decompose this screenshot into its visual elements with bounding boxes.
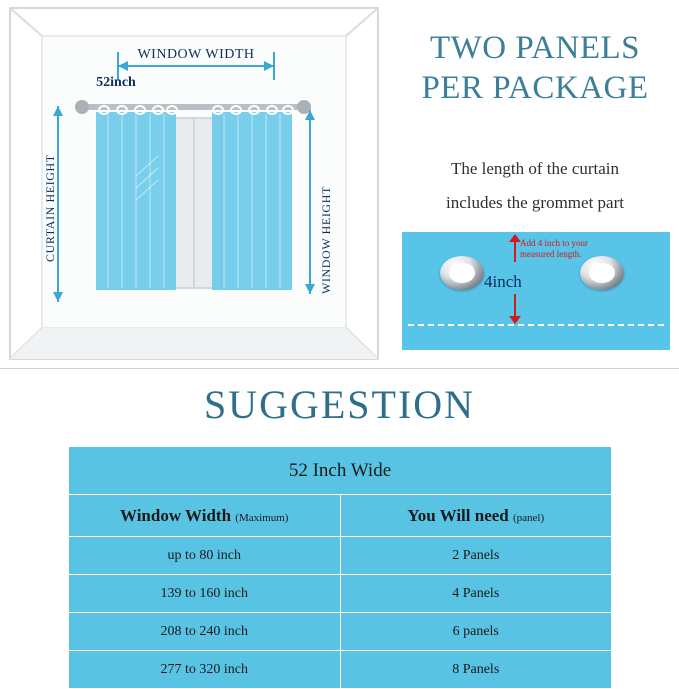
grommet-icon <box>580 256 624 290</box>
grommet-hole <box>589 263 615 283</box>
add-inch-note <box>520 238 650 260</box>
headline-line-1: TWO PANELS <box>429 30 641 66</box>
cell-panels-needed: 2 Panels <box>340 537 612 575</box>
table-row <box>69 537 612 575</box>
cell-window-width: 277 to 320 inch <box>69 651 341 689</box>
cell-window-width: up to 80 inch <box>69 537 341 575</box>
header-sub-text: (panel) <box>513 511 545 524</box>
svg-text:52inch: 52inch <box>96 75 136 90</box>
table-header-panels-needed <box>340 495 612 537</box>
header-main-text: You Will need <box>407 505 513 525</box>
dashed-measure-line <box>408 324 664 326</box>
suggestion-table <box>68 446 612 689</box>
grommet-hole <box>449 263 475 283</box>
cell-window-width: 208 to 240 inch <box>69 613 341 651</box>
cell-panels-needed: 6 panels <box>340 613 612 651</box>
arrow-down-shaft <box>514 294 516 318</box>
headline-line-2: PER PACKAGE <box>421 70 649 106</box>
header-sub-text: (Maximum) <box>235 511 289 524</box>
cell-window-width: 139 to 160 inch <box>69 575 341 613</box>
table-row <box>69 613 612 651</box>
subtext-block <box>392 152 678 220</box>
cell-panels-needed: 4 Panels <box>340 575 612 613</box>
section-divider <box>0 368 679 369</box>
svg-text:CURTAIN HEIGHT: CURTAIN HEIGHT <box>43 154 57 262</box>
grommet-detail-diagram <box>402 232 670 350</box>
subtext-line-1: The length of the curtain <box>450 159 620 178</box>
table-header-window-width <box>69 495 341 537</box>
header-main-text: Window Width <box>120 505 236 525</box>
suggestion-title: SUGGESTION <box>203 382 476 427</box>
svg-text:WINDOW WIDTH: WINDOW WIDTH <box>137 47 255 62</box>
table-banner-cell: 52 Inch Wide <box>69 447 612 495</box>
headline-block <box>392 28 678 108</box>
add-inch-note-line-1: Add 4 inch to your <box>520 238 588 248</box>
subtext-line-2: includes the grommet part <box>446 193 624 212</box>
arrow-down-icon <box>509 316 521 324</box>
table-row <box>69 651 612 689</box>
add-inch-note-line-2: measured length. <box>520 249 582 259</box>
four-inch-label: 4inch <box>484 272 522 291</box>
table-banner-row <box>69 447 612 495</box>
arrow-up-shaft <box>514 240 516 262</box>
table-row <box>69 575 612 613</box>
room-curtain-diagram <box>8 6 380 361</box>
table-header-row <box>69 495 612 537</box>
cell-panels-needed: 8 Panels <box>340 651 612 689</box>
svg-text:WINDOW HEIGHT: WINDOW HEIGHT <box>319 186 333 294</box>
grommet-icon <box>440 256 484 290</box>
